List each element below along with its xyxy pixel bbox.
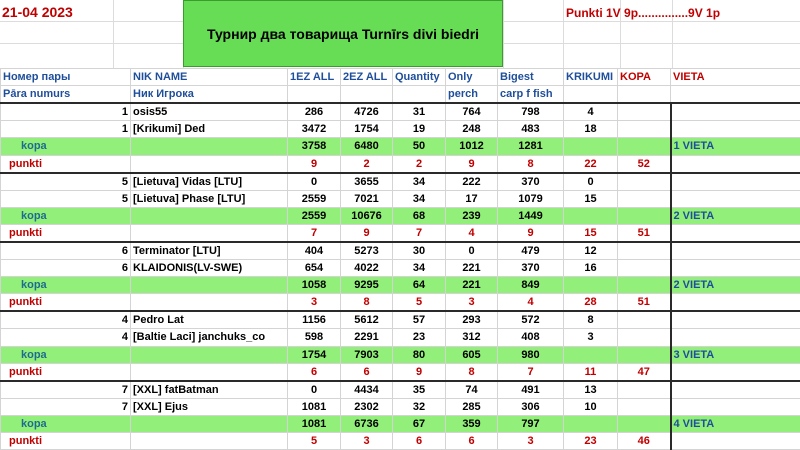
kopa-krikumi[interactable] — [564, 207, 618, 224]
kopa-bigest[interactable]: 1281 — [498, 138, 564, 155]
nickname-cell[interactable]: KLAIDONIS(LV-SWE) — [131, 259, 288, 276]
kopa-ez1[interactable]: 2559 — [288, 207, 341, 224]
kopa-cell[interactable] — [618, 121, 671, 138]
punkti-bigest[interactable]: 7 — [498, 363, 564, 381]
quantity-cell[interactable]: 32 — [393, 398, 446, 415]
quantity-cell[interactable]: 34 — [393, 190, 446, 207]
kopa-cell[interactable] — [618, 242, 671, 260]
krikumi-cell[interactable]: 3 — [564, 329, 618, 346]
kopa-quantity[interactable]: 50 — [393, 138, 446, 155]
punkti-quantity[interactable]: 6 — [393, 433, 446, 450]
kopa-ez1[interactable]: 1058 — [288, 277, 341, 294]
punkti-kopa[interactable]: 52 — [618, 155, 671, 173]
punkti-label[interactable]: punkti — [1, 224, 131, 242]
pair-number-cell[interactable]: 7 — [1, 381, 131, 399]
player-row — [1, 242, 800, 260]
grid-line — [113, 0, 114, 68]
header-row-1 — [1, 69, 800, 86]
kopa-ez2[interactable]: 9295 — [341, 277, 393, 294]
kopa-cell[interactable] — [618, 381, 671, 399]
results-table — [0, 68, 800, 450]
place-cell[interactable]: 3 VIETA — [671, 346, 800, 363]
empty-cell[interactable] — [393, 86, 446, 104]
kopa-krikumi[interactable] — [564, 415, 618, 432]
col-pair[interactable]: Номер пары — [1, 69, 131, 86]
ez1-cell[interactable]: 286 — [288, 103, 341, 121]
vieta-cell[interactable] — [671, 155, 800, 173]
vieta-cell[interactable] — [671, 103, 800, 121]
perch-cell[interactable]: 764 — [446, 103, 498, 121]
empty-cell[interactable] — [131, 294, 288, 312]
punkti-ez2[interactable]: 6 — [341, 363, 393, 381]
pair-number-cell[interactable]: 5 — [1, 190, 131, 207]
points-rule: Punkti 1V 9p...............9V 1p — [566, 6, 720, 20]
punkti-bigest[interactable]: 3 — [498, 433, 564, 450]
kopa-cell[interactable] — [618, 398, 671, 415]
krikumi-cell[interactable]: 15 — [564, 190, 618, 207]
bigest-cell[interactable]: 408 — [498, 329, 564, 346]
punkti-kopa[interactable]: 51 — [618, 294, 671, 312]
punkti-quantity[interactable]: 2 — [393, 155, 446, 173]
kopa-total[interactable] — [618, 346, 671, 363]
punkti-ez1[interactable]: 6 — [288, 363, 341, 381]
empty-cell[interactable] — [288, 86, 341, 104]
kopa-cell[interactable] — [618, 311, 671, 329]
kopa-label[interactable]: kopa — [1, 415, 131, 432]
punkti-ez1[interactable]: 3 — [288, 294, 341, 312]
empty-cell[interactable] — [131, 224, 288, 242]
ez1-cell[interactable]: 0 — [288, 381, 341, 399]
empty-cell[interactable] — [671, 86, 800, 104]
kopa-total[interactable] — [618, 138, 671, 155]
perch-cell[interactable]: 293 — [446, 311, 498, 329]
vieta-cell[interactable] — [671, 398, 800, 415]
punkti-label[interactable]: punkti — [1, 363, 131, 381]
quantity-cell[interactable]: 23 — [393, 329, 446, 346]
quantity-cell[interactable]: 35 — [393, 381, 446, 399]
nickname-cell[interactable]: [XXL] Ejus — [131, 398, 288, 415]
perch-cell[interactable]: 221 — [446, 259, 498, 276]
empty-cell[interactable] — [131, 155, 288, 173]
krikumi-cell[interactable]: 13 — [564, 381, 618, 399]
ez1-cell[interactable]: 0 — [288, 173, 341, 191]
punkti-ez1[interactable]: 7 — [288, 224, 341, 242]
punkti-perch[interactable]: 4 — [446, 224, 498, 242]
ez1-cell[interactable]: 1081 — [288, 398, 341, 415]
vieta-cell[interactable] — [671, 224, 800, 242]
perch-cell[interactable]: 312 — [446, 329, 498, 346]
kopa-quantity[interactable]: 67 — [393, 415, 446, 432]
empty-cell[interactable] — [131, 207, 288, 224]
bigest-cell[interactable]: 370 — [498, 259, 564, 276]
col-nick[interactable]: NIK NAME — [131, 69, 288, 86]
pair-number-cell[interactable]: 1 — [1, 121, 131, 138]
pair-number-cell[interactable]: 6 — [1, 242, 131, 260]
kopa-ez2[interactable]: 7903 — [341, 346, 393, 363]
player-row — [1, 398, 800, 415]
player-row — [1, 329, 800, 346]
col-only-perch[interactable]: Only — [446, 69, 498, 86]
kopa-label[interactable]: kopa — [1, 138, 131, 155]
kopa-ez1[interactable]: 1754 — [288, 346, 341, 363]
kopa-total[interactable] — [618, 207, 671, 224]
kopa-perch[interactable]: 221 — [446, 277, 498, 294]
punkti-perch[interactable]: 3 — [446, 294, 498, 312]
kopa-perch[interactable]: 239 — [446, 207, 498, 224]
ez2-cell[interactable]: 4022 — [341, 259, 393, 276]
ez2-cell[interactable]: 4434 — [341, 381, 393, 399]
kopa-ez2[interactable]: 6736 — [341, 415, 393, 432]
empty-cell[interactable] — [131, 277, 288, 294]
place-cell[interactable]: 1 VIETA — [671, 138, 800, 155]
pair-number-cell[interactable]: 5 — [1, 173, 131, 191]
kopa-row — [1, 415, 800, 432]
quantity-cell[interactable]: 31 — [393, 103, 446, 121]
ez2-cell[interactable]: 2302 — [341, 398, 393, 415]
col-bigest[interactable]: Bigest — [498, 69, 564, 86]
player-row — [1, 121, 800, 138]
kopa-quantity[interactable]: 64 — [393, 277, 446, 294]
col-bigest-sub[interactable]: carp f fish — [498, 86, 564, 104]
quantity-cell[interactable]: 30 — [393, 242, 446, 260]
perch-cell[interactable]: 17 — [446, 190, 498, 207]
player-row — [1, 381, 800, 399]
kopa-label[interactable]: kopa — [1, 346, 131, 363]
nickname-cell[interactable]: [Baltie Laci] janchuks_co — [131, 329, 288, 346]
punkti-ez2[interactable]: 8 — [341, 294, 393, 312]
kopa-quantity[interactable]: 80 — [393, 346, 446, 363]
kopa-cell[interactable] — [618, 190, 671, 207]
col-pair-sub[interactable]: Pāra numurs — [1, 86, 131, 104]
empty-cell[interactable] — [131, 363, 288, 381]
col-2ez[interactable]: 2EZ ALL — [341, 69, 393, 86]
vieta-cell[interactable] — [671, 173, 800, 191]
vieta-cell[interactable] — [671, 294, 800, 312]
kopa-cell[interactable] — [618, 103, 671, 121]
pair-number-cell[interactable]: 7 — [1, 398, 131, 415]
krikumi-cell[interactable]: 8 — [564, 311, 618, 329]
punkti-label[interactable]: punkti — [1, 294, 131, 312]
player-row — [1, 190, 800, 207]
pair-number-cell[interactable]: 4 — [1, 311, 131, 329]
ez2-cell[interactable]: 5612 — [341, 311, 393, 329]
nickname-cell[interactable]: [Krikumi] Ded — [131, 121, 288, 138]
punkti-ez1[interactable]: 5 — [288, 433, 341, 450]
punkti-row — [1, 294, 800, 312]
bigest-cell[interactable]: 483 — [498, 121, 564, 138]
vieta-cell[interactable] — [671, 259, 800, 276]
punkti-krikumi[interactable]: 15 — [564, 224, 618, 242]
punkti-krikumi[interactable]: 22 — [564, 155, 618, 173]
bigest-cell[interactable]: 306 — [498, 398, 564, 415]
perch-cell[interactable]: 248 — [446, 121, 498, 138]
kopa-quantity[interactable]: 68 — [393, 207, 446, 224]
ez2-cell[interactable]: 7021 — [341, 190, 393, 207]
kopa-cell[interactable] — [618, 173, 671, 191]
kopa-perch[interactable]: 1012 — [446, 138, 498, 155]
col-only-perch-sub[interactable]: perch — [446, 86, 498, 104]
kopa-perch[interactable]: 605 — [446, 346, 498, 363]
nickname-cell[interactable]: [Lietuva] Vidas [LTU] — [131, 173, 288, 191]
kopa-row — [1, 277, 800, 294]
player-row — [1, 311, 800, 329]
ez2-cell[interactable]: 1754 — [341, 121, 393, 138]
punkti-kopa[interactable]: 47 — [618, 363, 671, 381]
quantity-cell[interactable]: 19 — [393, 121, 446, 138]
player-row — [1, 103, 800, 121]
punkti-row — [1, 433, 800, 450]
ez1-cell[interactable]: 2559 — [288, 190, 341, 207]
ez2-cell[interactable]: 2291 — [341, 329, 393, 346]
kopa-krikumi[interactable] — [564, 277, 618, 294]
player-row — [1, 173, 800, 191]
empty-cell[interactable] — [131, 346, 288, 363]
bigest-cell[interactable]: 370 — [498, 173, 564, 191]
punkti-ez2[interactable]: 2 — [341, 155, 393, 173]
nickname-cell[interactable]: [Lietuva] Phase [LTU] — [131, 190, 288, 207]
kopa-bigest[interactable]: 1449 — [498, 207, 564, 224]
perch-cell[interactable]: 222 — [446, 173, 498, 191]
kopa-row — [1, 207, 800, 224]
vieta-cell[interactable] — [671, 363, 800, 381]
col-1ez[interactable]: 1EZ ALL — [288, 69, 341, 86]
krikumi-cell[interactable]: 16 — [564, 259, 618, 276]
nickname-cell[interactable]: Terminator [LTU] — [131, 242, 288, 260]
header-row-2 — [1, 86, 800, 104]
punkti-row — [1, 363, 800, 381]
col-quantity[interactable]: Quantity — [393, 69, 446, 86]
kopa-cell[interactable] — [618, 329, 671, 346]
bigest-cell[interactable]: 1079 — [498, 190, 564, 207]
vieta-cell[interactable] — [671, 311, 800, 329]
bigest-cell[interactable]: 572 — [498, 311, 564, 329]
player-row — [1, 259, 800, 276]
ez1-cell[interactable]: 3472 — [288, 121, 341, 138]
nickname-cell[interactable]: [XXL] fatBatman — [131, 381, 288, 399]
punkti-label[interactable]: punkti — [1, 155, 131, 173]
empty-cell[interactable] — [131, 415, 288, 432]
kopa-row — [1, 346, 800, 363]
vieta-cell[interactable] — [671, 381, 800, 399]
kopa-row — [1, 138, 800, 155]
bigest-cell[interactable]: 479 — [498, 242, 564, 260]
ez1-cell[interactable]: 404 — [288, 242, 341, 260]
krikumi-cell[interactable]: 0 — [564, 173, 618, 191]
punkti-perch[interactable]: 6 — [446, 433, 498, 450]
krikumi-cell[interactable]: 12 — [564, 242, 618, 260]
krikumi-cell[interactable]: 10 — [564, 398, 618, 415]
empty-cell[interactable] — [564, 86, 618, 104]
pair-number-cell[interactable]: 1 — [1, 103, 131, 121]
kopa-ez2[interactable]: 10676 — [341, 207, 393, 224]
punkti-row — [1, 155, 800, 173]
col-kopa[interactable]: KOPA — [618, 69, 671, 86]
vieta-cell[interactable] — [671, 242, 800, 260]
punkti-ez1[interactable]: 9 — [288, 155, 341, 173]
date-label: 21-04 2023 — [2, 4, 73, 20]
punkti-quantity[interactable]: 9 — [393, 363, 446, 381]
kopa-label[interactable]: kopa — [1, 277, 131, 294]
perch-cell[interactable]: 74 — [446, 381, 498, 399]
nickname-cell[interactable]: Pedro Lat — [131, 311, 288, 329]
krikumi-cell[interactable]: 18 — [564, 121, 618, 138]
punkti-bigest[interactable]: 9 — [498, 224, 564, 242]
vieta-cell[interactable] — [671, 190, 800, 207]
ez2-cell[interactable]: 4726 — [341, 103, 393, 121]
kopa-bigest[interactable]: 797 — [498, 415, 564, 432]
punkti-ez2[interactable]: 9 — [341, 224, 393, 242]
punkti-bigest[interactable]: 8 — [498, 155, 564, 173]
perch-cell[interactable]: 285 — [446, 398, 498, 415]
kopa-total[interactable] — [618, 415, 671, 432]
punkti-quantity[interactable]: 5 — [393, 294, 446, 312]
perch-cell[interactable]: 0 — [446, 242, 498, 260]
empty-cell[interactable] — [131, 433, 288, 450]
punkti-krikumi[interactable]: 23 — [564, 433, 618, 450]
vieta-cell[interactable] — [671, 329, 800, 346]
grid-line — [503, 0, 504, 68]
ez1-cell[interactable]: 654 — [288, 259, 341, 276]
empty-cell[interactable] — [341, 86, 393, 104]
punkti-quantity[interactable]: 7 — [393, 224, 446, 242]
kopa-ez2[interactable]: 6480 — [341, 138, 393, 155]
vieta-cell[interactable] — [671, 121, 800, 138]
pair-number-cell[interactable]: 4 — [1, 329, 131, 346]
ez2-cell[interactable]: 3655 — [341, 173, 393, 191]
kopa-ez1[interactable]: 3758 — [288, 138, 341, 155]
col-nick-sub[interactable]: Ник Игрока — [131, 86, 288, 104]
place-cell[interactable]: 2 VIETA — [671, 207, 800, 224]
nickname-cell[interactable]: osis55 — [131, 103, 288, 121]
kopa-total[interactable] — [618, 277, 671, 294]
tournament-title[interactable]: Турнир два товарища Turnīrs divi biedri — [183, 0, 503, 67]
empty-cell[interactable] — [618, 86, 671, 104]
kopa-label[interactable]: kopa — [1, 207, 131, 224]
punkti-kopa[interactable]: 51 — [618, 224, 671, 242]
quantity-cell[interactable]: 57 — [393, 311, 446, 329]
punkti-kopa[interactable]: 46 — [618, 433, 671, 450]
empty-cell[interactable] — [131, 138, 288, 155]
quantity-cell[interactable]: 34 — [393, 173, 446, 191]
place-cell[interactable]: 4 VIETA — [671, 415, 800, 432]
punkti-row — [1, 224, 800, 242]
kopa-ez1[interactable]: 1081 — [288, 415, 341, 432]
punkti-perch[interactable]: 9 — [446, 155, 498, 173]
kopa-cell[interactable] — [618, 259, 671, 276]
bigest-cell[interactable]: 798 — [498, 103, 564, 121]
kopa-perch[interactable]: 359 — [446, 415, 498, 432]
punkti-krikumi[interactable]: 11 — [564, 363, 618, 381]
punkti-krikumi[interactable]: 28 — [564, 294, 618, 312]
col-krikumi[interactable]: KRIKUMI — [564, 69, 618, 86]
ez1-cell[interactable]: 1156 — [288, 311, 341, 329]
krikumi-cell[interactable]: 4 — [564, 103, 618, 121]
punkti-label[interactable]: punkti — [1, 433, 131, 450]
kopa-krikumi[interactable] — [564, 138, 618, 155]
grid-line — [563, 0, 564, 68]
punkti-ez2[interactable]: 3 — [341, 433, 393, 450]
place-cell[interactable]: 2 VIETA — [671, 277, 800, 294]
bigest-cell[interactable]: 491 — [498, 381, 564, 399]
kopa-krikumi[interactable] — [564, 346, 618, 363]
kopa-bigest[interactable]: 849 — [498, 277, 564, 294]
pair-number-cell[interactable]: 6 — [1, 259, 131, 276]
ez2-cell[interactable]: 5273 — [341, 242, 393, 260]
ez1-cell[interactable]: 598 — [288, 329, 341, 346]
vieta-cell[interactable] — [671, 433, 800, 450]
punkti-bigest[interactable]: 4 — [498, 294, 564, 312]
quantity-cell[interactable]: 34 — [393, 259, 446, 276]
kopa-bigest[interactable]: 980 — [498, 346, 564, 363]
punkti-perch[interactable]: 8 — [446, 363, 498, 381]
col-vieta[interactable]: VIETA — [671, 69, 800, 86]
